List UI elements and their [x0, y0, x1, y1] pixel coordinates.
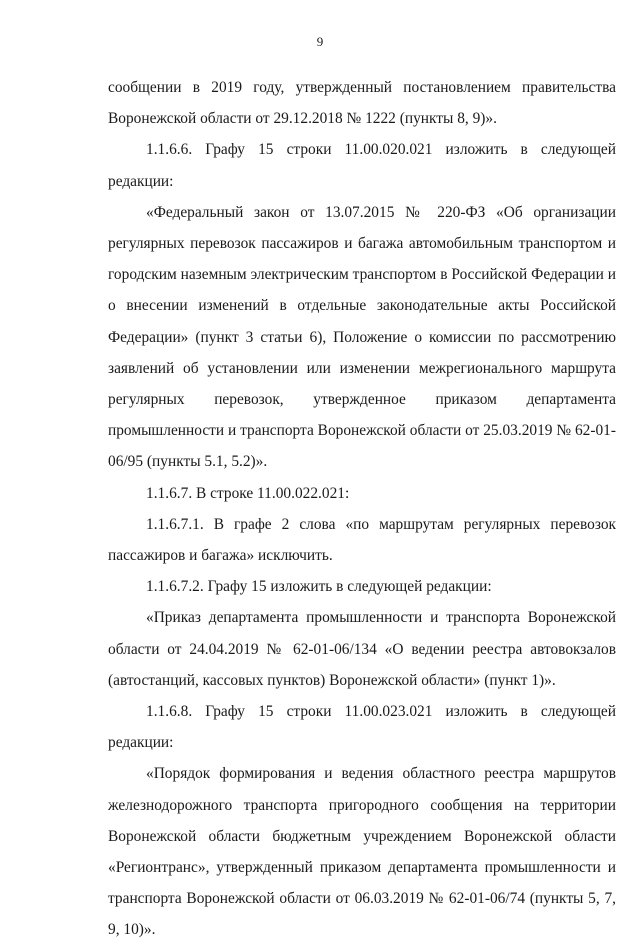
paragraph-1-1-6-6: 1.1.6.6. Графу 15 строки 11.00.020.021 изложить в следующей редакции: — [108, 141, 616, 190]
paragraph-1-1-6-7-1: 1.1.6.7.1. В графе 2 слова «по маршрутам регулярных перевозок пассажиров и багажа» исключить. — [108, 515, 616, 565]
paragraph-procedure-quote: «Порядок формирования и ведения областного реестра маршрутов железнодорожного транспорта пригородного сообщения на территории Воронежской области бюджетным учреждением Воронежской области «Регионтранс», утвержденный приказом департамента промышленности и транспорта Воронежской области от 06.03.2019 № 62-01-06/74 (пункты 5, 7, 9, 10)». — [108, 765, 616, 939]
document-body — [108, 72, 616, 946]
page-number: 9 — [316, 34, 324, 49]
paragraph-1-1-6-7: 1.1.6.7. В строке 11.00.022.021: — [146, 484, 350, 502]
paragraph-1-1-6-8: 1.1.6.8. Графу 15 строки 11.00.023.021 изложить в следующей редакции: — [108, 703, 616, 752]
paragraph-federal-law-quote: «Федеральный закон от 13.07.2015 № 220-ФЗ «Об организации регулярных перевозок пассажиров и багажа автомобильным транспортом и городским наземным электрическим транспортом в Российской Федерации и о внесении изменений в отдельные законодательные акты Российской Федерации» (пункт 3 статьи 6), Положение о комиссии по рассмотрению заявлений об установлении или изменении межрегионального маршрута регулярных перевозок, утвержденное приказом департамента промышленности и транспорта Воронежской области от 25.03.2019 № 62-01-06/95 (пункты 5.1, 5.2)». — [108, 203, 616, 471]
paragraph-continuation: сообщении в 2019 году, утвержденный постановлением правительства Воронежской области от 29.12.2018 № 1222 (пункты 8, 9)». — [108, 79, 616, 128]
paragraph-order-quote: «Приказ департамента промышленности и транспорта Воронежской области от 24.04.2019 № 62-01-06/134 «О ведении реестра автовокзалов (автостанций, кассовых пунктов) Воронежской области» (пункт 1)». — [108, 609, 616, 689]
paragraph-1-1-6-7-2: 1.1.6.7.2. Графу 15 изложить в следующей редакции: — [146, 578, 492, 596]
